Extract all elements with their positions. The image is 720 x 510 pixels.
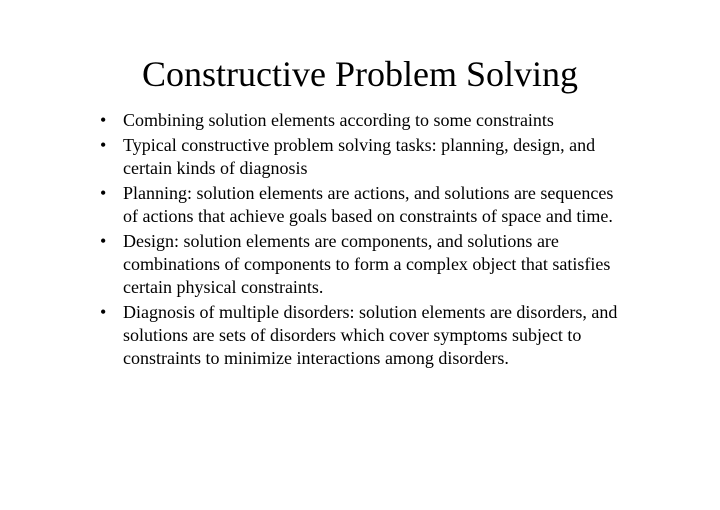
bullet-dot-icon: • [100,183,107,203]
bullet-item [100,182,630,228]
bullet-text: Planning: solution elements are actions, and solutions are sequences of actions that achieve goals based on constraints of space and time. [123,183,614,226]
bullet-text: Diagnosis of multiple disorders: solution elements are disorders, and solutions are sets of disorders which cover symptoms subject to constraints to minimize interactions among disorders. [123,302,618,368]
bullet-item [100,109,630,132]
bullet-item [100,134,630,180]
bullet-text: Design: solution elements are components, and solutions are combinations of components to form a complex object that satisfies certain physical constraints. [123,231,611,297]
bullet-dot-icon: • [100,231,107,251]
bullet-dot-icon: • [100,302,107,322]
slide-title: Constructive Problem Solving [142,54,578,94]
bullet-text: Typical constructive problem solving tasks: planning, design, and certain kinds of diagnosis [123,135,596,178]
bullet-text: Combining solution elements according to some constraints [123,110,554,130]
bullet-dot-icon: • [100,110,107,130]
bullet-item [100,230,630,299]
bullet-item [100,301,630,370]
bullet-list [100,109,630,372]
bullet-dot-icon: • [100,135,107,155]
